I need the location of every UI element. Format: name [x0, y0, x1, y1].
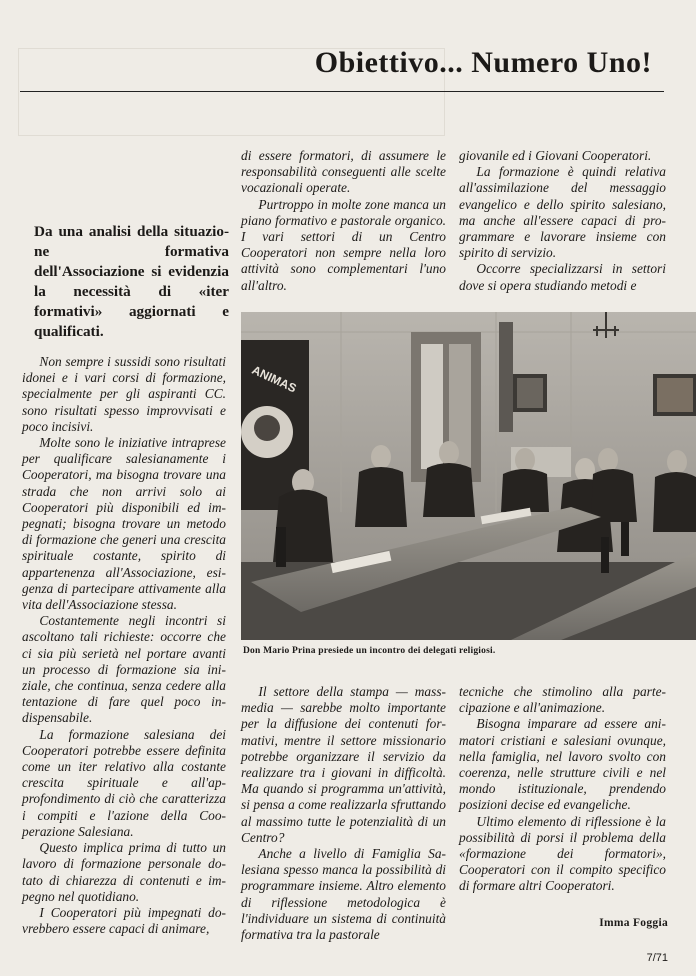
paragraph: tecniche che stimolino alla partecipazione e all'animazione.	[459, 684, 666, 716]
column-right-bottom	[459, 684, 666, 895]
title-rule	[20, 91, 664, 92]
paragraph: Molte sono le iniziative intraprese per qualificare salesianamente i Cooperatori, ma bisogna trovare una strada che non arrivi solo ai Cooperatori più disponibili ed impegnati; bisogna trovare un metodo di formazione che generi una crescita spirituale costante, spirito di appartenenza all'Associazione, esigenza di partecipare attivamente alla vita dell'Associazione stessa.	[22, 435, 226, 613]
column-middle-bottom	[241, 684, 446, 943]
paragraph: Ultimo elemento di riflessione è la possibilità di porsi il problema della «formazione dei formatori», Cooperatori con il compito specifico di formare altri Cooperatori.	[459, 813, 666, 894]
meeting-photo	[241, 312, 696, 640]
show-through-heading	[40, 74, 440, 134]
paragraph: La formazione è quindi relativa all'assimilazione del messaggio evangelico e dello spirito salesiano, ma anche all'essere capaci di programmare e lavorare insieme con spirito di servizio.	[459, 164, 666, 261]
paragraph: Purtroppo in molte zone manca un piano formativo e pastorale organico. I vari settori di un Centro Cooperatori non sempre nella loro attività sono complementari l'uno all'altro.	[241, 196, 446, 293]
page-number: 7/71	[646, 952, 668, 964]
paragraph: Questo implica prima di tutto un lavoro di formazione personale dotato di chiarezza di contenuti e impegno nel quotidiano.	[22, 840, 226, 904]
author-signature: Imma Foggia	[599, 917, 668, 929]
column-left	[22, 354, 226, 937]
page-title: Obiettivo... Numero Uno!	[314, 46, 652, 79]
paragraph: giovanile ed i Giovani Cooperatori.	[459, 148, 652, 163]
banner-text: ANIMAS	[249, 362, 299, 396]
paragraph: Costantemente negli incontri si ascoltano tali richieste: occorre che ci sia più serietà nel portare avanti un processo di formazione sia iniziale, che continua, senza cedere alla tentazione di fare quel poco indispensabile.	[22, 613, 226, 726]
paragraph: I Cooperatori più impegnati dovrebbero essere capaci di animare,	[22, 904, 226, 937]
paragraph: di essere formatori, di assumere le responsabilità conseguenti alle scelte vocazionali operate.	[241, 148, 446, 196]
paragraph: Occorre specializzarsi in settori dove si opera studiando metodi e	[459, 261, 666, 293]
photo-caption: Don Mario Prina presiede un incontro dei delegati religiosi.	[243, 646, 496, 656]
paragraph: Anche a livello di Famiglia Salesiana spesso manca la possibilità di programmare insieme. Altro elemento di riflessione metodologica è l'individuare un sistema di continuità formativa tra la pastorale	[241, 846, 446, 943]
meeting-photo-drawing	[241, 312, 696, 640]
paragraph: Bisogna imparare ad essere animatori cristiani e salesiani ovunque, nella famiglia, nel lavoro svolto con coerenza, nelle strutture civili e nel mondo istituzionale, prendendo posizioni decise ed evangeliche.	[459, 716, 666, 813]
column-middle-top	[241, 148, 446, 294]
paragraph: Il settore della stampa — mass-media — sarebbe molto importante per la diffusione dei contenuti formativi, mentre il settore missionario potrebbe organizzare il servizio da realizzare tra i giovani in difficoltà. Ma quando si programma un'attività, si pensa a come realizzarla sfruttando al massimo tutte le potenzialità di un Centro?	[241, 684, 446, 845]
lead-paragraph: Da una analisi della situazione formativa dell'Associazione si evidenzia la necessità di «iter formativi» aggiornati e qualificati.	[34, 223, 229, 340]
paragraph: Non sempre i sussidi sono risultati idonei e i vari corsi di formazione, specialmente per gli aspiranti CC. sono risultati spesso improvvisati e poco incisivi.	[22, 354, 226, 434]
paragraph: La formazione salesiana dei Cooperatori potrebbe essere definita come un iter relativo alla costante crescita spirituale e all'approfondimento di ciò che caratterizza i compiti e l'azione della Cooperazione Salesiana.	[22, 726, 226, 839]
column-right-top	[459, 148, 666, 294]
